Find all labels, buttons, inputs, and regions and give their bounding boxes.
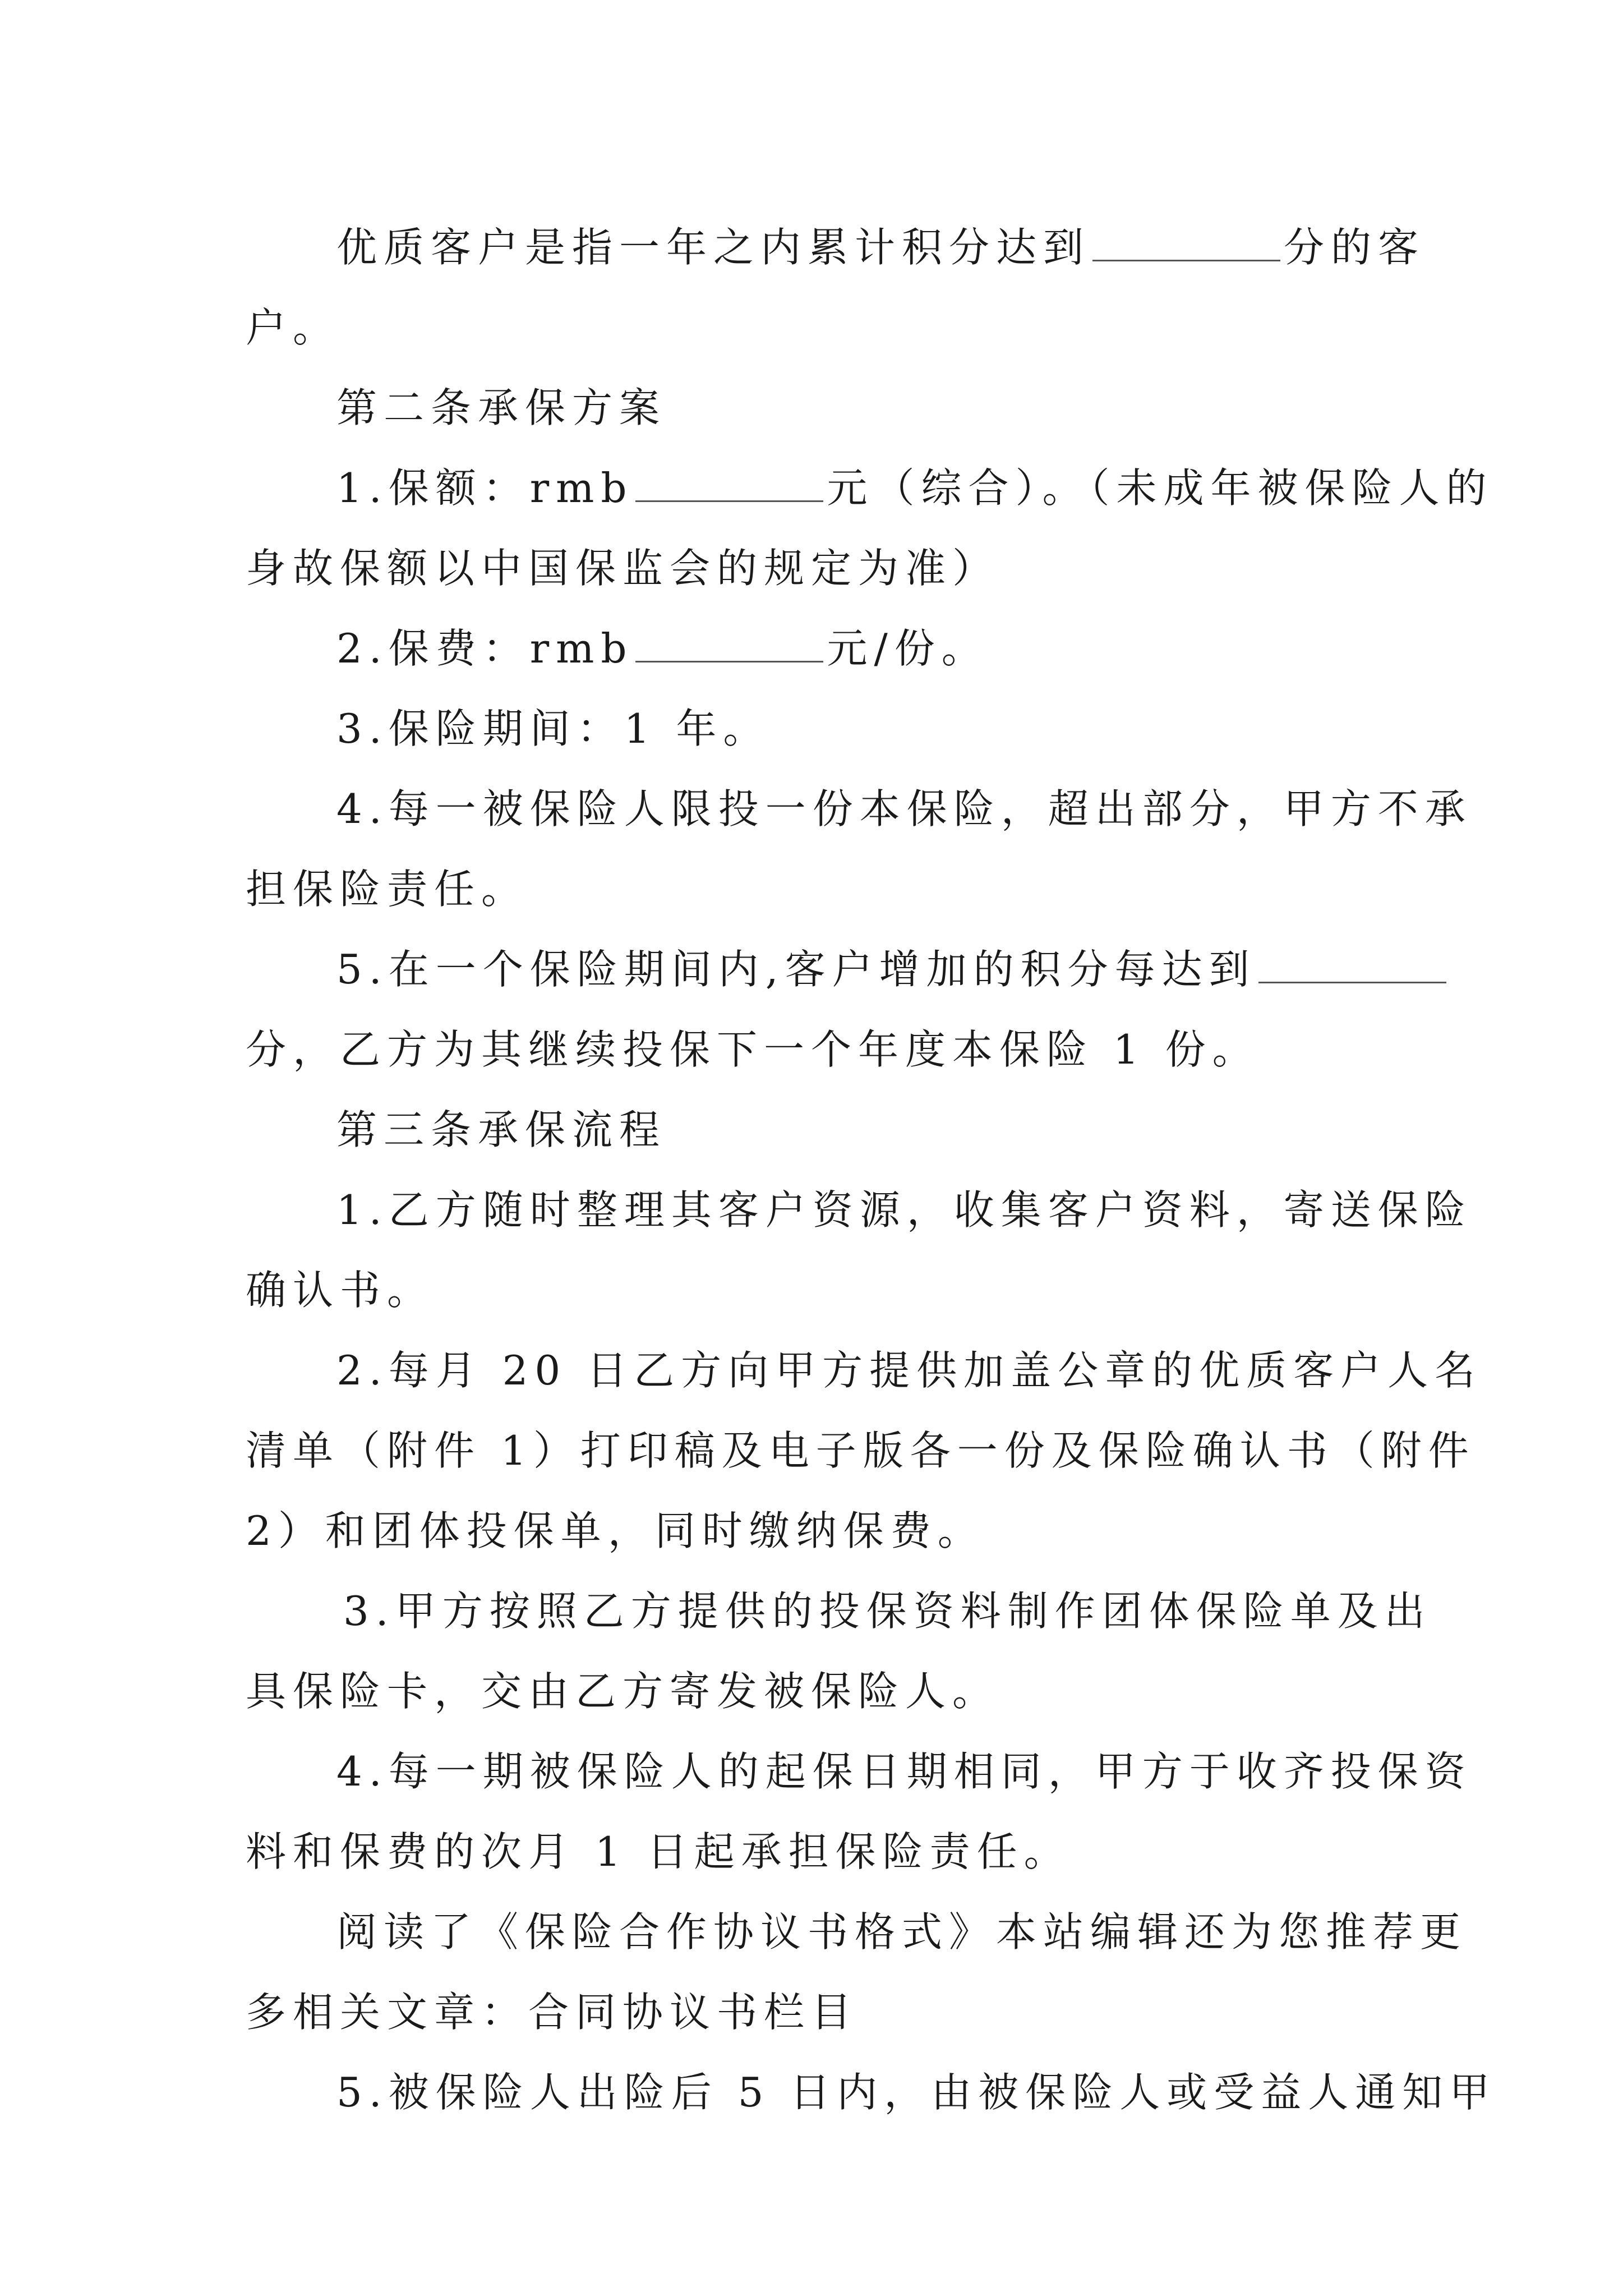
paragraph-line — [246, 1892, 1468, 1972]
line-text: 2）和团体投保单，同时缴纳保费。 — [246, 1507, 985, 1554]
line-text: 户。 — [246, 304, 340, 351]
paragraph-line — [246, 1491, 1378, 1571]
line-text: 料和保费的次月 1 日起承担保险责任。 — [246, 1828, 1071, 1875]
line-text: 元/份。 — [827, 625, 989, 672]
line-text: 多相关文章：合同协议书栏目 — [246, 1989, 859, 2036]
section-heading — [246, 368, 1378, 448]
paragraph-line — [246, 1571, 1432, 1651]
line-text: 优质客户是指一年之内累计积分达到 — [336, 224, 1091, 271]
fill-in-blank — [1258, 981, 1446, 983]
paragraph-line — [246, 208, 1426, 288]
paragraph-line — [246, 1812, 1378, 1892]
section-heading — [246, 1090, 1378, 1170]
line-text: 第三条承保流程 — [336, 1106, 667, 1153]
paragraph-line — [246, 1170, 1472, 1250]
document-body — [246, 208, 1497, 2133]
paragraph-line — [246, 609, 1378, 689]
line-text: 2.保费：rmb — [336, 625, 634, 672]
line-text: 5.在一个保险期间内,客户增加的积分每达到 — [336, 946, 1256, 993]
line-text: 1.保额：rmb — [336, 464, 634, 512]
line-text: 具保险卡，交由乙方寄发被保险人。 — [246, 1668, 1000, 1715]
line-text: 担保险责任。 — [246, 866, 529, 913]
fill-in-blank — [635, 500, 823, 502]
line-text: 分的客 — [1284, 224, 1426, 271]
line-text: 2.每月 20 日乙方向甲方提供加盖公章的优质客户人名 — [336, 1347, 1482, 1394]
line-text: 清单（附件 1）打印稿及电子版各一份及保险确认书（附件 — [246, 1427, 1476, 1474]
paragraph-line — [246, 448, 1493, 528]
paragraph-line — [246, 1411, 1476, 1491]
fill-in-blank — [1092, 259, 1280, 261]
paragraph-line — [246, 1250, 1378, 1331]
line-text: 5.被保险人出险后 5 日内，由被保险人或受益人通知甲 — [336, 2069, 1497, 2116]
paragraph-line — [246, 1651, 1378, 1732]
line-text: 确认书。 — [246, 1267, 435, 1314]
paragraph-line — [246, 1331, 1482, 1411]
paragraph-line — [246, 528, 1378, 609]
line-text: 身故保额以中国保监会的规定为准） — [246, 545, 1000, 592]
line-text: 4.每一被保险人限投一份本保险，超出部分，甲方不承 — [336, 785, 1472, 832]
line-text: 1.乙方随时整理其客户资源，收集客户资料，寄送保险 — [336, 1186, 1472, 1234]
paragraph-line — [246, 689, 1378, 769]
paragraph-line — [246, 849, 1378, 930]
line-text: 3.甲方按照乙方提供的投保资料制作团体保险单及出 — [343, 1588, 1432, 1635]
paragraph-line — [246, 1732, 1472, 1812]
line-text: 3.保险期间：1 年。 — [336, 705, 771, 752]
line-text: 第二条承保方案 — [336, 384, 667, 431]
line-text: 分，乙方为其继续投保下一个年度本保险 1 份。 — [246, 1026, 1260, 1073]
paragraph-line — [246, 288, 1378, 368]
paragraph-line — [246, 769, 1472, 849]
paragraph-line — [246, 1972, 1378, 2053]
paragraph-line — [246, 930, 1378, 1010]
line-text: 4.每一期被保险人的起保日期相同，甲方于收齐投保资 — [336, 1748, 1472, 1795]
paragraph-line — [246, 2053, 1497, 2133]
paragraph-line — [246, 1010, 1378, 1090]
line-text: 阅读了《保险合作协议书格式》本站编辑还为您推荐更 — [336, 1908, 1468, 1955]
line-text: 元（综合）。（未成年被保险人的 — [827, 464, 1493, 512]
fill-in-blank — [635, 660, 823, 662]
